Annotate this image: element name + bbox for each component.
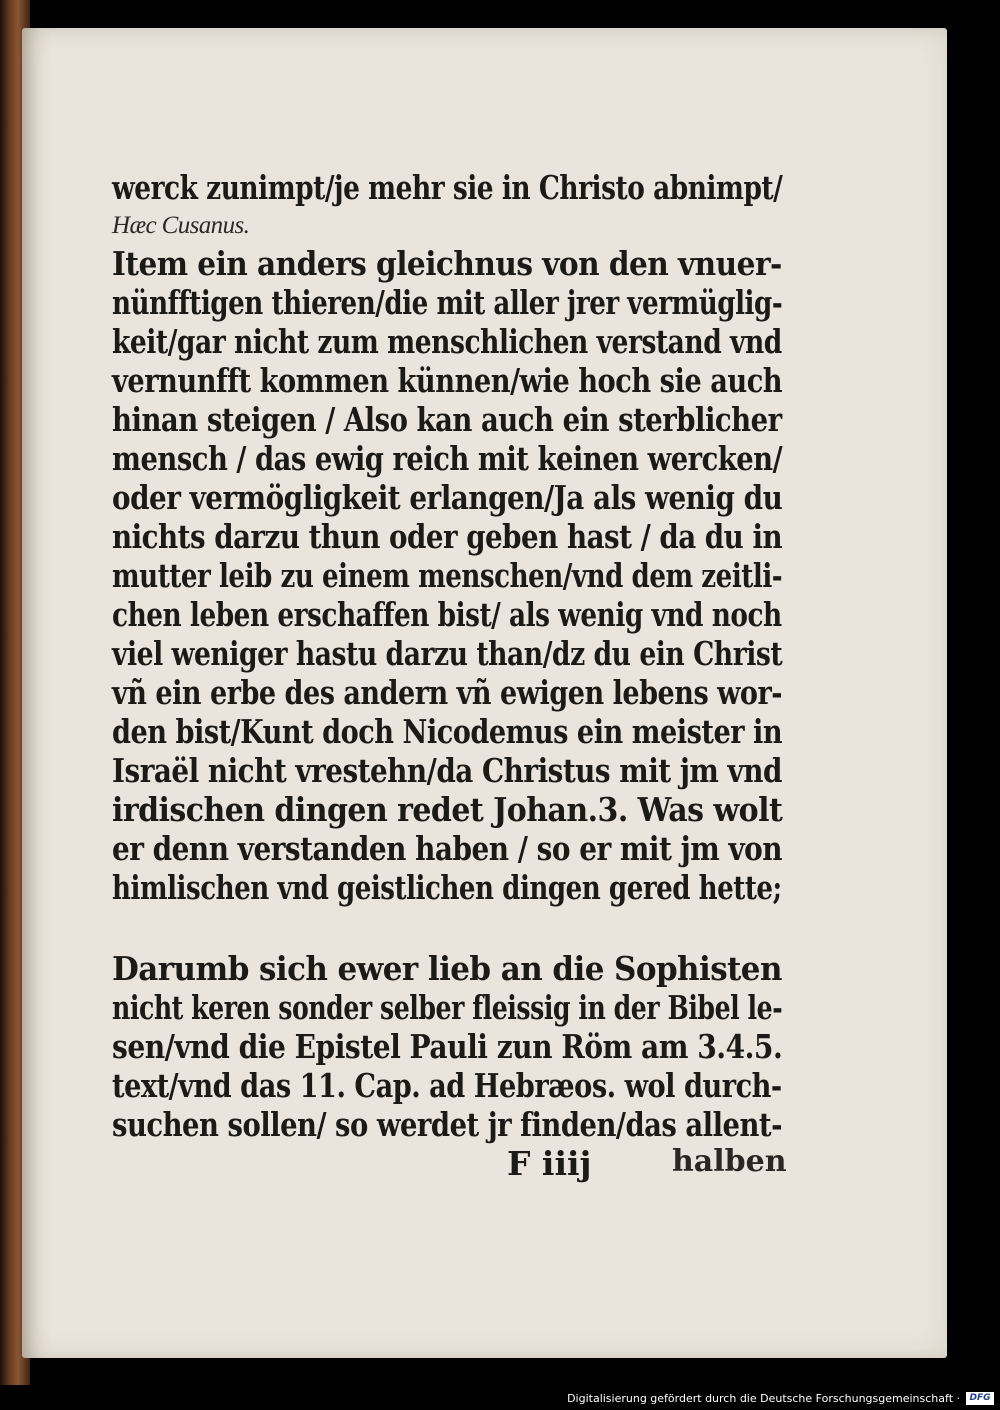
funding-credit: Digitalisierung gefördert durch die Deutsche Forschungsgemeinschaft ·: [567, 1392, 960, 1405]
paragraph-gap: [112, 907, 782, 949]
text-line: vñ ein erbe des andern vñ ewigen lebens wor-: [112, 673, 783, 712]
text-line: suchen sollen/ so werdet jr finden/das allent-: [112, 1105, 783, 1144]
text-line: werck zunimpt/je mehr sie in Christo abnimpt/: [112, 168, 783, 207]
text-line: irdischen dingen redet Johan.3. Was wolt: [112, 790, 783, 829]
dfg-logo: DFG: [966, 1392, 994, 1405]
text-line: Israël nicht vrestehn/da Christus mit jm vnd: [112, 751, 782, 790]
text-line: sen/vnd die Epistel Pauli zun Röm am 3.4.5.: [112, 1027, 783, 1066]
signature-mark: F iiij: [507, 1144, 592, 1183]
text-line: mutter leib zu einem menschen/vnd dem zeitli-: [112, 556, 783, 595]
page-footer-line: [112, 1144, 787, 1183]
text-line: keit/gar nicht zum menschlichen verstand vnd: [112, 322, 782, 361]
text-line: er denn verstanden haben / so er mit jm von: [112, 829, 783, 868]
text-line: den bist/Kunt doch Nicodemus ein meister in: [112, 712, 783, 751]
latin-citation: Hæc Cusanus.: [112, 212, 250, 239]
text-line: chen leben erschaffen bist/ als wenig vnd noch: [112, 595, 782, 634]
book-page: [22, 28, 947, 1358]
text-line: mensch / das ewig reich mit keinen wercken/: [112, 439, 783, 478]
text-line: Item ein anders gleichnus von den vnuer-: [112, 244, 782, 283]
text-line: viel weniger hastu darzu than/dz du ein Christ: [112, 634, 783, 673]
text-line: nünfftigen thieren/die mit aller jrer vermüglig-: [112, 283, 783, 322]
text-block: [112, 168, 787, 1183]
text-line: hinan steigen / Also kan auch ein sterblicher: [112, 400, 782, 439]
text-line: oder vermögligkeit erlangen/Ja als wenig du: [112, 478, 783, 517]
text-line: himlischen vnd geistlichen dingen gered hette;: [112, 868, 782, 907]
catchword: halben: [672, 1144, 787, 1179]
text-line: text/vnd das 11. Cap. ad Hebræos. wol durch-: [112, 1066, 782, 1105]
text-line: Darumb sich ewer lieb an die Sophisten: [112, 949, 782, 988]
text-line: nicht keren sonder selber fleissig in der Bibel le-: [112, 988, 783, 1027]
text-line: nichts darzu thun oder geben hast / da du in: [112, 517, 783, 556]
credit-bar: [0, 1385, 1000, 1410]
text-line: vernunfft kommen künnen/wie hoch sie auch: [112, 361, 783, 400]
